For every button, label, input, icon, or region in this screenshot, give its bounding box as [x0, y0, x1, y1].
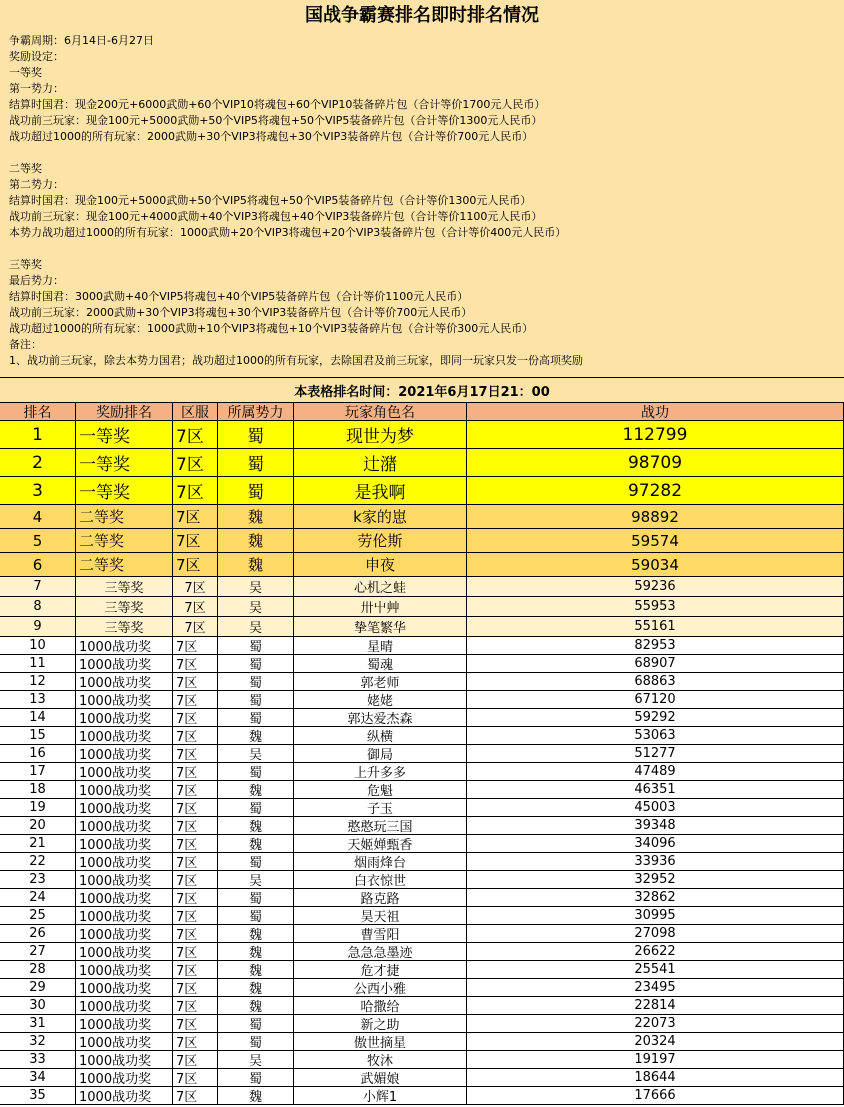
player-name-cell: 天姬婵甄香 [294, 835, 467, 853]
header-player-name-cell: 玩家角色名 [294, 403, 467, 421]
player-name-cell: 武媚娘 [294, 1069, 467, 1087]
merit-cell: 59292 [467, 709, 844, 727]
zone-cell: 7区 [173, 871, 218, 889]
faction-cell: 魏 [218, 529, 294, 553]
faction-cell: 魏 [218, 505, 294, 529]
rank-cell: 13 [0, 691, 76, 709]
player-name-cell: 星晴 [294, 637, 467, 655]
faction-cell: 魏 [218, 961, 294, 979]
prize-cell: 1000战功奖 [76, 1051, 173, 1069]
zone-cell: 7区 [173, 673, 218, 691]
merit-cell: 32952 [467, 871, 844, 889]
faction-cell: 吴 [218, 745, 294, 763]
faction-cell: 魏 [218, 727, 294, 745]
zone-cell: 7区 [173, 449, 218, 477]
merit-cell: 67120 [467, 691, 844, 709]
prize-cell: 1000战功奖 [76, 997, 173, 1015]
prize-cell: 1000战功奖 [76, 691, 173, 709]
faction-cell: 魏 [218, 553, 294, 577]
faction-cell: 蜀 [218, 799, 294, 817]
merit-cell: 59236 [467, 577, 844, 597]
player-name-cell: 纵横 [294, 727, 467, 745]
player-name-cell: 上升多多 [294, 763, 467, 781]
faction-cell: 魏 [218, 1087, 294, 1105]
rank-cell: 15 [0, 727, 76, 745]
merit-cell: 30995 [467, 907, 844, 925]
zone-cell: 7区 [173, 529, 218, 553]
rank-cell: 21 [0, 835, 76, 853]
prize-cell: 1000战功奖 [76, 727, 173, 745]
zone-cell: 7区 [173, 709, 218, 727]
rank-cell: 14 [0, 709, 76, 727]
merit-cell: 112799 [467, 421, 844, 449]
merit-cell: 55953 [467, 597, 844, 617]
faction-cell: 蜀 [218, 637, 294, 655]
info-line: 结算时国君：现金200元+6000武勋+60个VIP10将魂包+60个VIP10装备碎片包（合计等价1700元人民币） [9, 98, 546, 111]
rank-cell: 10 [0, 637, 76, 655]
player-name-cell: 是我啊 [294, 477, 467, 505]
info-line: 奖励设定： [9, 50, 64, 63]
rank-cell: 3 [0, 477, 76, 505]
rank-cell: 24 [0, 889, 76, 907]
zone-cell: 7区 [173, 853, 218, 871]
zone-cell: 7区 [173, 889, 218, 907]
prize-cell: 1000战功奖 [76, 943, 173, 961]
zone-cell: 7区 [173, 655, 218, 673]
merit-cell: 39348 [467, 817, 844, 835]
player-name-cell: 郭老师 [294, 673, 467, 691]
prize-cell: 1000战功奖 [76, 637, 173, 655]
prize-cell: 一等奖 [76, 421, 173, 449]
zone-cell: 7区 [173, 835, 218, 853]
faction-cell: 蜀 [218, 763, 294, 781]
rank-cell: 34 [0, 1069, 76, 1087]
info-line: 战功超过1000的所有玩家：1000武勋+10个VIP3将魂包+10个VIP3装备碎片包（合计等价300元人民币） [9, 322, 534, 335]
merit-cell: 55161 [467, 617, 844, 637]
info-panel [0, 0, 844, 378]
rank-cell: 29 [0, 979, 76, 997]
rank-cell: 30 [0, 997, 76, 1015]
player-name-cell: 御局 [294, 745, 467, 763]
faction-cell: 魏 [218, 835, 294, 853]
prize-cell: 三等奖 [76, 577, 173, 597]
rank-cell: 17 [0, 763, 76, 781]
merit-cell: 34096 [467, 835, 844, 853]
info-line: 1、战功前三玩家，除去本势力国君；战功超过1000的所有玩家，去除国君及前三玩家，即同一玩家只发一份高项奖励 [9, 354, 583, 367]
player-name-cell: 卅屮艸 [294, 597, 467, 617]
info-line: 第二势力： [9, 178, 64, 191]
zone-cell: 7区 [173, 817, 218, 835]
faction-cell: 蜀 [218, 853, 294, 871]
player-name-cell: 哈撒给 [294, 997, 467, 1015]
merit-cell: 53063 [467, 727, 844, 745]
rank-cell: 33 [0, 1051, 76, 1069]
player-name-cell: 劳伦斯 [294, 529, 467, 553]
prize-cell: 二等奖 [76, 505, 173, 529]
faction-cell: 蜀 [218, 907, 294, 925]
info-line: 第一势力： [9, 82, 64, 95]
zone-cell: 7区 [173, 979, 218, 997]
prize-cell: 1000战功奖 [76, 763, 173, 781]
merit-cell: 82953 [467, 637, 844, 655]
player-name-cell: 现世为梦 [294, 421, 467, 449]
header-prize-cell: 奖励排名 [76, 403, 173, 421]
zone-cell: 7区 [173, 925, 218, 943]
zone-cell: 7区 [173, 617, 218, 637]
player-name-cell: 烟雨烽台 [294, 853, 467, 871]
rank-cell: 26 [0, 925, 76, 943]
merit-cell: 22814 [467, 997, 844, 1015]
rank-cell: 23 [0, 871, 76, 889]
info-line: 一等奖 [9, 66, 42, 79]
faction-cell: 吴 [218, 577, 294, 597]
player-name-cell: 曹雪阳 [294, 925, 467, 943]
zone-cell: 7区 [173, 505, 218, 529]
rank-cell: 12 [0, 673, 76, 691]
merit-cell: 27098 [467, 925, 844, 943]
merit-cell: 19197 [467, 1051, 844, 1069]
prize-cell: 1000战功奖 [76, 655, 173, 673]
prize-cell: 1000战功奖 [76, 817, 173, 835]
rank-cell: 7 [0, 577, 76, 597]
zone-cell: 7区 [173, 1051, 218, 1069]
prize-cell: 一等奖 [76, 477, 173, 505]
player-name-cell: 辻潴 [294, 449, 467, 477]
prize-cell: 1000战功奖 [76, 745, 173, 763]
prize-cell: 1000战功奖 [76, 835, 173, 853]
rank-cell: 8 [0, 597, 76, 617]
prize-cell: 1000战功奖 [76, 1015, 173, 1033]
zone-cell: 7区 [173, 781, 218, 799]
merit-cell: 98709 [467, 449, 844, 477]
ranking-time-bar: 本表格排名时间：2021年6月17日21：00 [0, 378, 844, 403]
rank-cell: 22 [0, 853, 76, 871]
rank-cell: 18 [0, 781, 76, 799]
info-line: 结算时国君：3000武勋+40个VIP5将魂包+40个VIP5装备碎片包（合计等价1100元人民币） [9, 290, 469, 303]
header-rank-cell: 排名 [0, 403, 76, 421]
info-line: 战功前三玩家：2000武勋+30个VIP3将魂包+30个VIP3装备碎片包（合计等价700元人民币） [9, 306, 473, 319]
prize-cell: 1000战功奖 [76, 799, 173, 817]
merit-cell: 17666 [467, 1087, 844, 1105]
player-name-cell: k家的崽 [294, 505, 467, 529]
rank-cell: 27 [0, 943, 76, 961]
rank-cell: 6 [0, 553, 76, 577]
info-line: 战功前三玩家：现金100元+5000武勋+50个VIP5将魂包+50个VIP5装备碎片包（合计等价1300元人民币） [9, 114, 543, 127]
rank-cell: 35 [0, 1087, 76, 1105]
player-name-cell: 憨憨玩三国 [294, 817, 467, 835]
faction-cell: 吴 [218, 597, 294, 617]
faction-cell: 魏 [218, 781, 294, 799]
zone-cell: 7区 [173, 637, 218, 655]
merit-cell: 18644 [467, 1069, 844, 1087]
faction-cell: 蜀 [218, 709, 294, 727]
faction-cell: 蜀 [218, 1033, 294, 1051]
info-line: 战功超过1000的所有玩家：2000武勋+30个VIP3将魂包+30个VIP3装备碎片包（合计等价700元人民币） [9, 130, 534, 143]
rank-cell: 32 [0, 1033, 76, 1051]
info-line: 最后势力： [9, 274, 64, 287]
rank-cell: 20 [0, 817, 76, 835]
info-line: 二等奖 [9, 162, 42, 175]
merit-cell: 25541 [467, 961, 844, 979]
info-line: 备注： [9, 338, 42, 351]
rank-cell: 5 [0, 529, 76, 553]
rank-cell: 28 [0, 961, 76, 979]
prize-cell: 1000战功奖 [76, 871, 173, 889]
merit-cell: 59034 [467, 553, 844, 577]
player-name-cell: 新之助 [294, 1015, 467, 1033]
player-name-cell: 子玉 [294, 799, 467, 817]
faction-cell: 蜀 [218, 673, 294, 691]
player-name-cell: 挚笔繁华 [294, 617, 467, 637]
merit-cell: 68863 [467, 673, 844, 691]
merit-cell: 45003 [467, 799, 844, 817]
prize-cell: 1000战功奖 [76, 889, 173, 907]
faction-cell: 蜀 [218, 655, 294, 673]
player-name-cell: 危魁 [294, 781, 467, 799]
info-line: 三等奖 [9, 258, 42, 271]
player-name-cell: 申夜 [294, 553, 467, 577]
zone-cell: 7区 [173, 477, 218, 505]
prize-cell: 三等奖 [76, 597, 173, 617]
merit-cell: 51277 [467, 745, 844, 763]
player-name-cell: 急急急墨迹 [294, 943, 467, 961]
merit-cell: 23495 [467, 979, 844, 997]
merit-cell: 68907 [467, 655, 844, 673]
rank-cell: 19 [0, 799, 76, 817]
zone-cell: 7区 [173, 745, 218, 763]
prize-cell: 一等奖 [76, 449, 173, 477]
header-merit-cell: 战功 [467, 403, 844, 421]
zone-cell: 7区 [173, 577, 218, 597]
player-name-cell: 傲世摘星 [294, 1033, 467, 1051]
header-faction-cell: 所属势力 [218, 403, 294, 421]
rank-cell: 4 [0, 505, 76, 529]
prize-cell: 1000战功奖 [76, 961, 173, 979]
prize-cell: 1000战功奖 [76, 907, 173, 925]
merit-cell: 20324 [467, 1033, 844, 1051]
merit-cell: 47489 [467, 763, 844, 781]
faction-cell: 魏 [218, 943, 294, 961]
header-zone-cell: 区服 [173, 403, 218, 421]
player-name-cell: 小辉1 [294, 1087, 467, 1105]
prize-cell: 1000战功奖 [76, 1069, 173, 1087]
rank-cell: 25 [0, 907, 76, 925]
prize-cell: 二等奖 [76, 553, 173, 577]
player-name-cell: 郭达爱杰森 [294, 709, 467, 727]
zone-cell: 7区 [173, 553, 218, 577]
player-name-cell: 姥姥 [294, 691, 467, 709]
faction-cell: 蜀 [218, 1069, 294, 1087]
prize-cell: 二等奖 [76, 529, 173, 553]
zone-cell: 7区 [173, 421, 218, 449]
faction-cell: 魏 [218, 925, 294, 943]
zone-cell: 7区 [173, 997, 218, 1015]
prize-cell: 1000战功奖 [76, 925, 173, 943]
zone-cell: 7区 [173, 727, 218, 745]
faction-cell: 蜀 [218, 449, 294, 477]
merit-cell: 32862 [467, 889, 844, 907]
player-name-cell: 白衣惊世 [294, 871, 467, 889]
zone-cell: 7区 [173, 1033, 218, 1051]
prize-cell: 1000战功奖 [76, 709, 173, 727]
faction-cell: 蜀 [218, 889, 294, 907]
player-name-cell: 心机之蛙 [294, 577, 467, 597]
page-title: 国战争霸赛排名即时排名情况 [305, 5, 539, 26]
player-name-cell: 危才捷 [294, 961, 467, 979]
player-name-cell: 蜀魂 [294, 655, 467, 673]
prize-cell: 1000战功奖 [76, 1033, 173, 1051]
faction-cell: 吴 [218, 617, 294, 637]
prize-cell: 1000战功奖 [76, 781, 173, 799]
prize-cell: 1000战功奖 [76, 853, 173, 871]
info-line: 结算时国君：现金100元+5000武勋+50个VIP5将魂包+50个VIP5装备碎片包（合计等价1300元人民币） [9, 194, 532, 207]
merit-cell: 59574 [467, 529, 844, 553]
zone-cell: 7区 [173, 1015, 218, 1033]
prize-cell: 1000战功奖 [76, 979, 173, 997]
faction-cell: 蜀 [218, 691, 294, 709]
prize-cell: 1000战功奖 [76, 1087, 173, 1105]
zone-cell: 7区 [173, 961, 218, 979]
faction-cell: 吴 [218, 871, 294, 889]
info-line: 争霸周期：6月14日-6月27日 [9, 34, 154, 47]
info-line: 本势力战功超过1000的所有玩家：1000武勋+20个VIP3将魂包+20个VIP3装备碎片包（合计等价400元人民币） [9, 226, 567, 239]
faction-cell: 魏 [218, 979, 294, 997]
prize-cell: 三等奖 [76, 617, 173, 637]
zone-cell: 7区 [173, 943, 218, 961]
zone-cell: 7区 [173, 1069, 218, 1087]
rank-cell: 2 [0, 449, 76, 477]
zone-cell: 7区 [173, 1087, 218, 1105]
rank-cell: 9 [0, 617, 76, 637]
player-name-cell: 公西小雅 [294, 979, 467, 997]
merit-cell: 22073 [467, 1015, 844, 1033]
rank-cell: 16 [0, 745, 76, 763]
rank-cell: 11 [0, 655, 76, 673]
zone-cell: 7区 [173, 691, 218, 709]
faction-cell: 吴 [218, 1051, 294, 1069]
faction-cell: 魏 [218, 817, 294, 835]
merit-cell: 26622 [467, 943, 844, 961]
player-name-cell: 路克路 [294, 889, 467, 907]
zone-cell: 7区 [173, 597, 218, 617]
merit-cell: 97282 [467, 477, 844, 505]
faction-cell: 蜀 [218, 1015, 294, 1033]
faction-cell: 蜀 [218, 421, 294, 449]
faction-cell: 魏 [218, 997, 294, 1015]
merit-cell: 33936 [467, 853, 844, 871]
info-line: 战功前三玩家：现金100元+4000武勋+40个VIP3将魂包+40个VIP3装备碎片包（合计等价1100元人民币） [9, 210, 543, 223]
rank-cell: 1 [0, 421, 76, 449]
prize-cell: 1000战功奖 [76, 673, 173, 691]
zone-cell: 7区 [173, 763, 218, 781]
faction-cell: 蜀 [218, 477, 294, 505]
player-name-cell: 牧沐 [294, 1051, 467, 1069]
merit-cell: 98892 [467, 505, 844, 529]
player-name-cell: 昊天祖 [294, 907, 467, 925]
zone-cell: 7区 [173, 799, 218, 817]
rank-cell: 31 [0, 1015, 76, 1033]
merit-cell: 46351 [467, 781, 844, 799]
zone-cell: 7区 [173, 907, 218, 925]
